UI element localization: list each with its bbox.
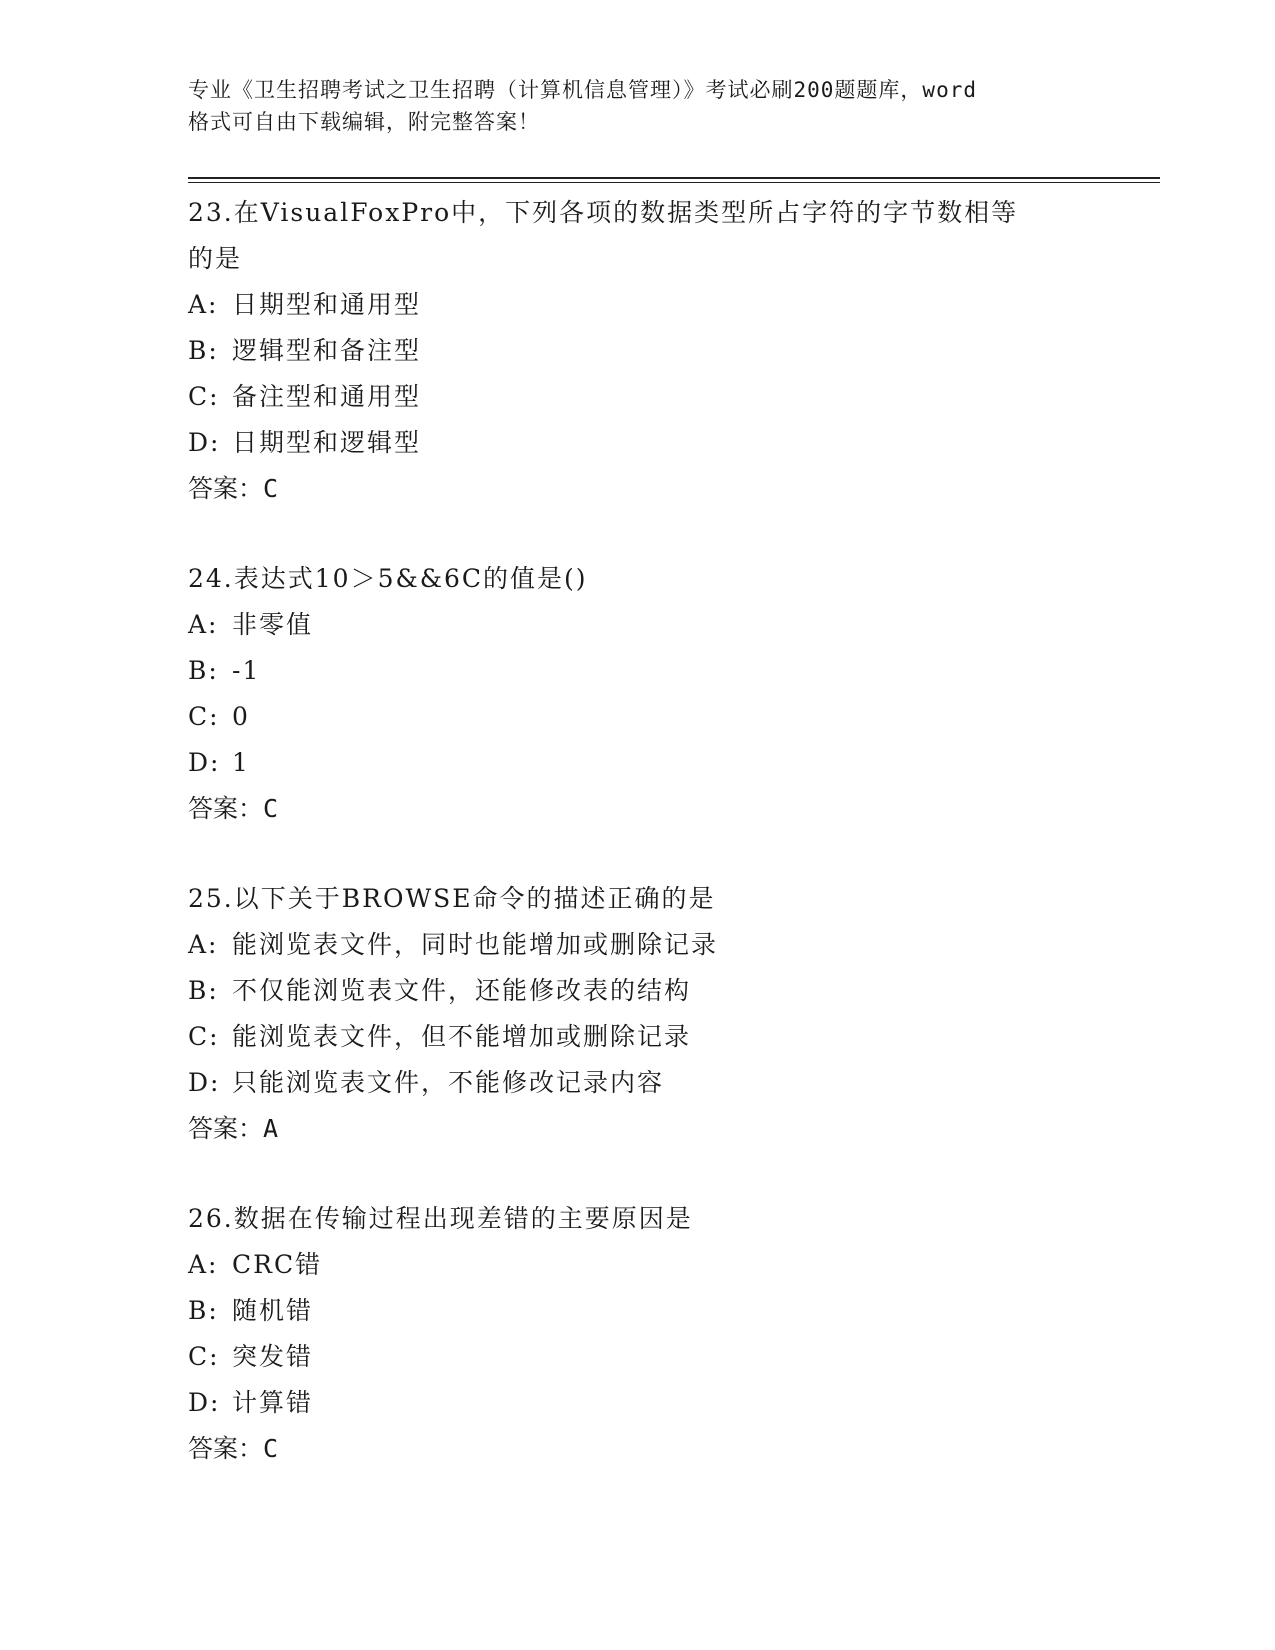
answer-value: A <box>263 1114 279 1143</box>
question-24 <box>188 556 1088 832</box>
header-line-1: 专业《卫生招聘考试之卫生招聘（计算机信息管理）》考试必刷200题题库，word <box>188 78 977 102</box>
question-stem: 25.以下关于BROWSE命令的描述正确的是 <box>188 884 716 913</box>
option-a <box>188 602 1088 648</box>
option-a <box>188 282 1088 328</box>
option-d <box>188 740 1088 786</box>
option-text: 能浏览表文件，同时也能增加或删除记录 <box>232 930 719 959</box>
option-c <box>188 1014 1088 1060</box>
option-key: D: <box>188 1388 221 1417</box>
option-c <box>188 1334 1088 1380</box>
option-key: C: <box>188 1342 220 1371</box>
option-a <box>188 1242 1088 1288</box>
question-stem-line-2: 的是 <box>188 244 243 273</box>
answer-line <box>188 1426 1088 1472</box>
option-text: 不仅能浏览表文件，还能修改表的结构 <box>232 976 692 1005</box>
option-key: D: <box>188 748 221 777</box>
option-text: 1 <box>232 748 250 777</box>
answer-value: C <box>263 1434 279 1463</box>
option-text: 突发错 <box>232 1342 314 1371</box>
option-text: 计算错 <box>232 1388 314 1417</box>
answer-line <box>188 466 1088 512</box>
option-text: 日期型和通用型 <box>232 290 422 319</box>
option-key: B: <box>188 1296 219 1325</box>
option-text: 能浏览表文件，但不能增加或删除记录 <box>232 1022 692 1051</box>
option-b <box>188 328 1088 374</box>
option-key: A: <box>188 610 219 639</box>
answer-line <box>188 1106 1088 1152</box>
option-text: CRC错 <box>232 1250 323 1279</box>
option-text: 只能浏览表文件，不能修改记录内容 <box>232 1068 665 1097</box>
option-b <box>188 648 1088 694</box>
question-stem-line-1: 23.在VisualFoxPro中，下列各项的数据类型所占字符的字节数相等 <box>188 198 1019 227</box>
answer-value: C <box>263 794 279 823</box>
option-key: B: <box>188 656 219 685</box>
header-note <box>188 74 1098 138</box>
option-key: D: <box>188 428 221 457</box>
question-stem: 26.数据在传输过程出现差错的主要原因是 <box>188 1204 693 1233</box>
option-key: B: <box>188 336 219 365</box>
header-line-2: 格式可自由下载编辑，附完整答案！ <box>188 110 540 134</box>
option-text: -1 <box>232 656 261 685</box>
answer-label: 答案： <box>188 1434 264 1463</box>
option-text: 非零值 <box>232 610 314 639</box>
header-divider-thin <box>188 182 1160 183</box>
option-d <box>188 1380 1088 1426</box>
option-key: C: <box>188 1022 220 1051</box>
option-c <box>188 374 1088 420</box>
option-text: 0 <box>232 702 250 731</box>
answer-value: C <box>263 474 279 503</box>
question-stem <box>188 190 1088 282</box>
answer-label: 答案： <box>188 474 264 503</box>
option-text: 随机错 <box>232 1296 314 1325</box>
option-key: A: <box>188 1250 219 1279</box>
answer-line <box>188 786 1088 832</box>
question-23 <box>188 190 1088 512</box>
answer-label: 答案： <box>188 794 264 823</box>
option-key: A: <box>188 930 219 959</box>
option-d <box>188 1060 1088 1106</box>
header-divider-thick <box>188 177 1160 179</box>
option-key: C: <box>188 702 220 731</box>
option-a <box>188 922 1088 968</box>
question-25 <box>188 876 1088 1152</box>
question-stem: 24.表达式10＞5&&6C的值是() <box>188 564 588 593</box>
question-26 <box>188 1196 1088 1472</box>
option-text: 日期型和逻辑型 <box>232 428 422 457</box>
answer-label: 答案： <box>188 1114 264 1143</box>
option-c <box>188 694 1088 740</box>
question-list <box>188 190 1088 1516</box>
option-key: D: <box>188 1068 221 1097</box>
option-d <box>188 420 1088 466</box>
option-key: A: <box>188 290 219 319</box>
option-b <box>188 1288 1088 1334</box>
option-key: B: <box>188 976 219 1005</box>
option-key: C: <box>188 382 220 411</box>
option-text: 备注型和通用型 <box>232 382 422 411</box>
option-b <box>188 968 1088 1014</box>
option-text: 逻辑型和备注型 <box>232 336 422 365</box>
